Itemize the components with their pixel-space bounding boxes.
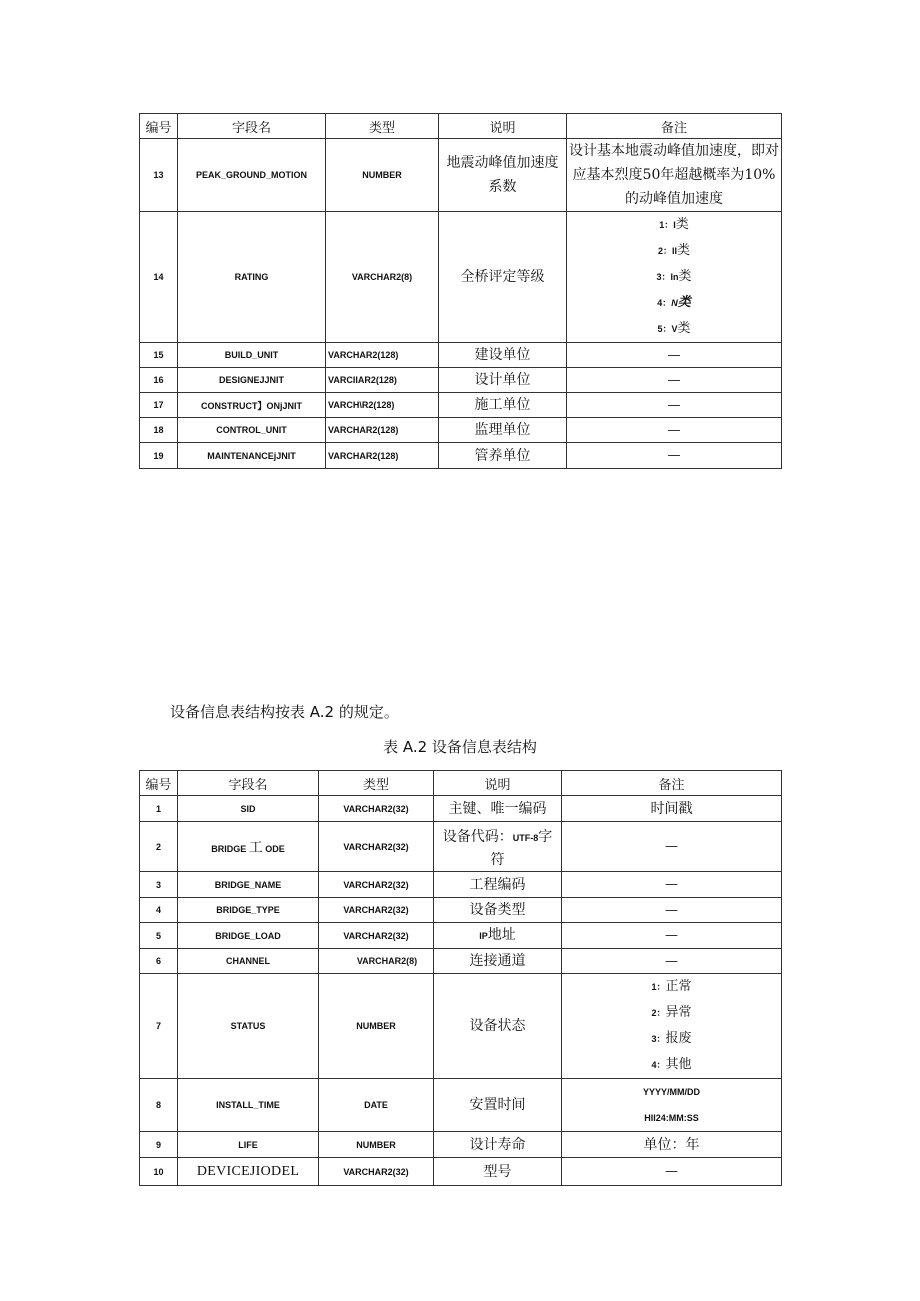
- field-type: VARCHAR2(8): [319, 949, 434, 974]
- rating-option: 2：II类: [657, 243, 691, 258]
- table-row: [140, 974, 782, 1079]
- field-name: CHANNEL: [178, 949, 319, 974]
- field-description: IP地址: [434, 923, 562, 949]
- header-cell: 说明: [439, 114, 567, 139]
- field-type: VARCHAR2(32): [319, 923, 434, 949]
- field-type: DATE: [319, 1079, 434, 1132]
- row-number: 10: [140, 1158, 178, 1186]
- table-row: [140, 949, 782, 974]
- field-name: DEVICEJIODEL: [178, 1158, 319, 1186]
- field-name: SID: [178, 796, 319, 822]
- field-description: 施工单位: [439, 393, 567, 418]
- field-name: MAINTENANCEjJNIT: [178, 443, 326, 469]
- row-number: 7: [140, 974, 178, 1079]
- field-note: —: [567, 418, 782, 443]
- field-note: —: [562, 898, 782, 923]
- field-note: [567, 212, 782, 343]
- header-cell: 类型: [319, 771, 434, 796]
- header-cell: 类型: [326, 114, 439, 139]
- field-note: [562, 1079, 782, 1132]
- rating-option: 4：N类: [657, 295, 691, 310]
- row-number: 2: [140, 822, 178, 872]
- bridge-info-table-continued: [139, 113, 782, 469]
- row-number: 6: [140, 949, 178, 974]
- field-note: 时间戳: [562, 796, 782, 822]
- field-description: 设计单位: [439, 368, 567, 393]
- field-name: DESIGNEJJNIT: [178, 368, 326, 393]
- field-description: 设计寿命: [434, 1132, 562, 1158]
- field-description: 主键、唯一编码: [434, 796, 562, 822]
- time-format-line: HII24:MM:SS: [644, 1113, 699, 1123]
- field-name: CONTROL_UNIT: [178, 418, 326, 443]
- field-type: VARCHAR2(32): [319, 796, 434, 822]
- table-row: [140, 393, 782, 418]
- field-note: —: [562, 822, 782, 872]
- field-name: BRIDGE 工 ODE: [178, 822, 319, 872]
- field-type: VARCIIAR2(128): [326, 368, 439, 393]
- rating-option: 3：In类: [656, 269, 692, 284]
- row-number: 13: [140, 139, 178, 212]
- table-row: [140, 343, 782, 368]
- status-option: 1：正常: [651, 979, 692, 994]
- body-paragraph: 设备信息表结构按表 A.2 的规定。: [170, 703, 399, 721]
- field-description: 连接通道: [434, 949, 562, 974]
- field-type: NUMBER: [319, 974, 434, 1079]
- field-name: PEAK_GROUND_MOTION: [178, 139, 326, 212]
- row-number: 5: [140, 923, 178, 949]
- row-number: 1: [140, 796, 178, 822]
- table-caption: 表 A.2 设备信息表结构: [383, 738, 537, 756]
- field-note: —: [562, 872, 782, 898]
- field-name: BRIDGE_LOAD: [178, 923, 319, 949]
- field-type: VARCHAR2(128): [326, 343, 439, 368]
- field-description: 监理单位: [439, 418, 567, 443]
- header-cell: 编号: [140, 771, 178, 796]
- row-number: 3: [140, 872, 178, 898]
- field-note: [562, 974, 782, 1079]
- row-number: 4: [140, 898, 178, 923]
- field-description: 型号: [434, 1158, 562, 1186]
- table-header-row: [140, 114, 782, 139]
- field-name: RATING: [178, 212, 326, 343]
- table-row: [140, 1132, 782, 1158]
- table-row: [140, 418, 782, 443]
- row-number: 15: [140, 343, 178, 368]
- field-description: 设备代码：UTF-8字符: [434, 822, 562, 872]
- row-number: 8: [140, 1079, 178, 1132]
- table-row: [140, 368, 782, 393]
- field-name: CONSTRUCT】ONjJNIT: [178, 393, 326, 418]
- table-row: [140, 796, 782, 822]
- row-number: 18: [140, 418, 178, 443]
- field-note: —: [562, 923, 782, 949]
- rating-option: 1：I类: [659, 217, 689, 232]
- field-description: 管养单位: [439, 443, 567, 469]
- field-type: VARCHAR2(128): [326, 443, 439, 469]
- field-description: 设备类型: [434, 898, 562, 923]
- date-format-line: YYYY/MM/DD: [642, 1087, 700, 1097]
- table-header-row: [140, 771, 782, 796]
- field-name: STATUS: [178, 974, 319, 1079]
- header-cell: 编号: [140, 114, 178, 139]
- table-row: [140, 139, 782, 212]
- field-description: 安置时间: [434, 1079, 562, 1132]
- field-note: —: [562, 949, 782, 974]
- table-row: [140, 898, 782, 923]
- field-note: —: [567, 368, 782, 393]
- header-cell: 备注: [567, 114, 782, 139]
- field-note: 单位：年: [562, 1132, 782, 1158]
- field-name: BRIDGE_NAME: [178, 872, 319, 898]
- header-cell: 字段名: [178, 771, 319, 796]
- header-cell: 备注: [562, 771, 782, 796]
- field-name: BRIDGE_TYPE: [178, 898, 319, 923]
- field-type: VARCHAR2(8): [326, 212, 439, 343]
- device-info-table: [139, 770, 782, 1186]
- field-type: VARCHAR2(32): [319, 1158, 434, 1186]
- row-number: 17: [140, 393, 178, 418]
- row-number: 9: [140, 1132, 178, 1158]
- table-row: [140, 212, 782, 343]
- table-row: [140, 443, 782, 469]
- rating-option: 5：V类: [657, 321, 691, 336]
- table-row: [140, 872, 782, 898]
- field-type: VARCHAR2(128): [326, 418, 439, 443]
- field-type: VARCH\R2(128): [326, 393, 439, 418]
- field-type: NUMBER: [326, 139, 439, 212]
- field-note: —: [562, 1158, 782, 1186]
- field-description: 工程编码: [434, 872, 562, 898]
- field-name: LIFE: [178, 1132, 319, 1158]
- row-number: 19: [140, 443, 178, 469]
- field-note: —: [567, 443, 782, 469]
- table-row: [140, 822, 782, 872]
- field-name: BUILD_UNIT: [178, 343, 326, 368]
- field-note: —: [567, 393, 782, 418]
- field-description: 地震动峰值加速度系数: [439, 139, 567, 212]
- header-cell: 字段名: [178, 114, 326, 139]
- field-type: VARCHAR2(32): [319, 872, 434, 898]
- row-number: 14: [140, 212, 178, 343]
- table-row: [140, 923, 782, 949]
- field-note: —: [567, 343, 782, 368]
- status-option: 3：报废: [651, 1031, 692, 1046]
- row-number: 16: [140, 368, 178, 393]
- field-type: NUMBER: [319, 1132, 434, 1158]
- table-row: [140, 1158, 782, 1186]
- header-cell: 说明: [434, 771, 562, 796]
- field-description: 全桥评定等级: [439, 212, 567, 343]
- status-option: 4：其他: [651, 1057, 692, 1072]
- field-type: VARCHAR2(32): [319, 898, 434, 923]
- field-description: 设备状态: [434, 974, 562, 1079]
- field-name: INSTALL_TIME: [178, 1079, 319, 1132]
- status-option: 2：异常: [651, 1005, 692, 1020]
- field-description: 建设单位: [439, 343, 567, 368]
- table-row: [140, 1079, 782, 1132]
- field-note: 设计基本地震动峰值加速度，即对应基本烈度50年超越概率为10%的动峰值加速度: [567, 139, 782, 212]
- field-type: VARCHAR2(32): [319, 822, 434, 872]
